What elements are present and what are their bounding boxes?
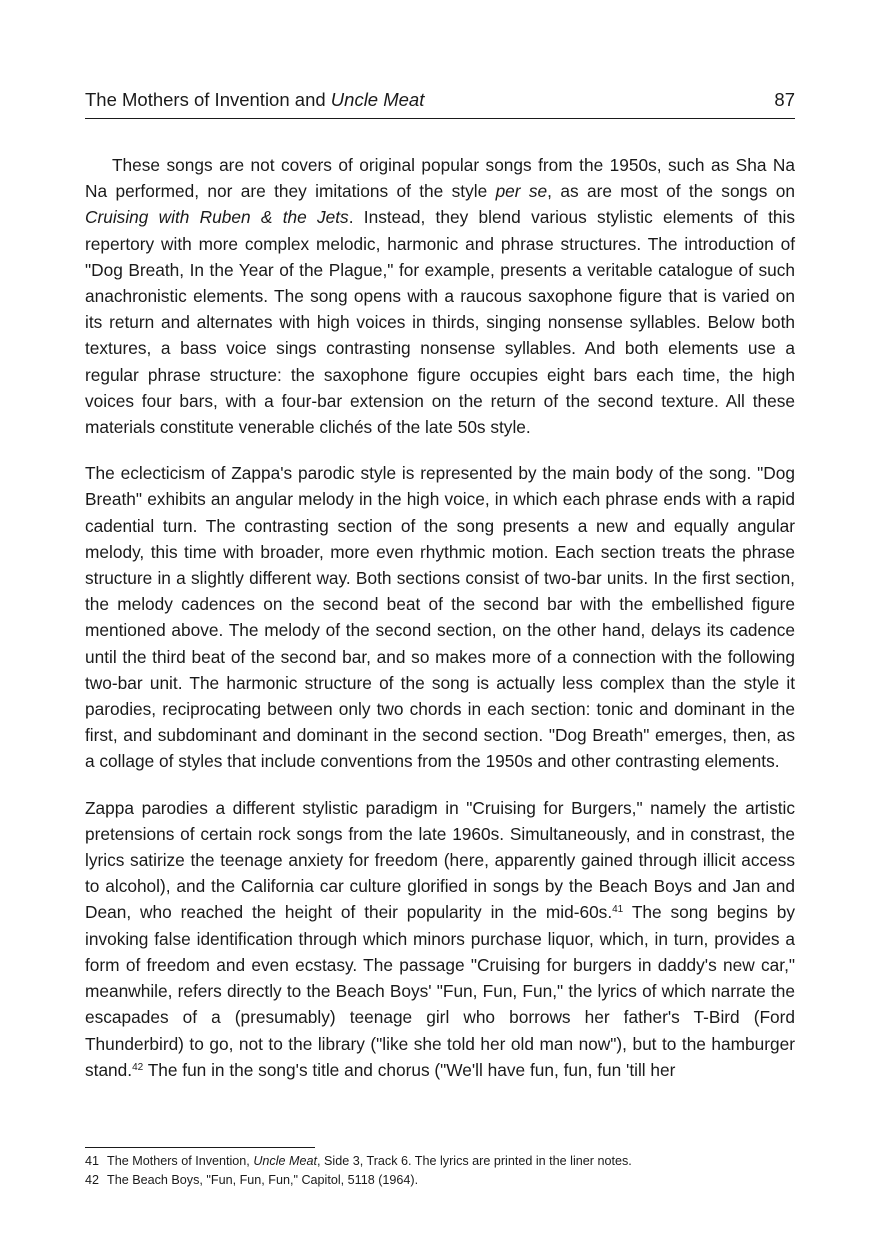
paragraph-1-text: , as are most of the songs on: [547, 181, 796, 202]
footnotes: [85, 1152, 795, 1190]
paragraph-1-italic-per-se: per se: [495, 181, 548, 202]
running-header: [85, 86, 795, 114]
paragraph-3-text: The fun in the song's title and chorus ("We'll have fun, fun, fun 'till her: [143, 1059, 676, 1080]
running-header-title: [85, 86, 424, 114]
footnote-ref-41[interactable]: 41: [612, 904, 624, 916]
footnote-italic: Uncle Meat: [253, 1154, 318, 1168]
paragraph-3-text: Zappa parodies a different stylistic paradigm in "Cruising for Burgers," namely the artistic pretensions of certain rock songs from the late 1960s. Simultaneously, and in constrast, the lyrics satirize the teenage anxiety for freedom (here, apparently gained through illicit access to alcohol), and the California car culture glorified in songs by the Beach Boys and Jan and Dean, who reached the height of their popularity in the mid-60s.: [85, 797, 795, 923]
paragraph-2: The eclecticism of Zappa's parodic style is represented by the main body of the song. "Dog Breath" exhibits an angular melody in the high voice, in which each phrase ends with a rapid cadential turn. The contrasting section of the song presents a new and equally angular melody, this time with broader, more even rhythmic motion. Each section treats the phrase structure in a slightly different way. Both sections consist of two-bar units. In the first section, the melody cadences on the second beat of the second bar with the embellished figure mentioned above. The melody of the second section, on the other hand, delays its cadence until the third beat of the second bar, and so makes more of a connection with the following two-bar unit. The harmonic structure of the song is actually less complex than the style it parodies, reciprocating between only two chords in each section: tonic and dominant in the first, and subdominant and dominant in the second section. "Dog Breath" emerges, then, as a collage of styles that include conventions from the 1950s and other contrasting elements.: [85, 463, 795, 772]
footnote-rule: [85, 1147, 315, 1148]
footnote-text: The Beach Boys, "Fun, Fun, Fun," Capitol, 5118 (1964).: [107, 1173, 419, 1187]
footnote-text: , Side 3, Track 6. The lyrics are printed in the liner notes.: [317, 1154, 632, 1168]
footnote-number: 41: [85, 1154, 100, 1168]
paragraph-1-italic-album: Cruising with Ruben & the Jets: [85, 207, 349, 228]
footnote-42: [85, 1171, 795, 1190]
paragraph-1-text: . Instead, they blend various stylistic elements of this repertory with more complex melodic, harmonic and phrase structures. The introduction of "Dog Breath, In the Year of the Plague," for example, presents a veritable catalogue of such anachronistic elements. The song opens with a raucous saxophone figure that is varied on its return and alternates with high voices in thirds, singing nonsense syllables. Below both textures, a bass voice sings contrasting nonsense syllables. And both elements use a regular phrase structure: the saxophone figure occupies eight bars each time, the high voices four bars, with a four-bar extension on the return of the second texture. All these materials constitute venerable clichés of the late 50s style.: [85, 207, 796, 438]
header-title-text: The Mothers of Invention and: [85, 89, 331, 110]
paragraph-3-text: The song begins by invoking false identification through which minors purchase liquor, which, in turn, provides a form of freedom and even ecstasy. The passage "Cruising for burgers in daddy's new car," meanwhile, refers directly to the Beach Boys' "Fun, Fun, Fun," the lyrics of which narrate the escapades of a (presumably) teenage girl who borrows her father's T-Bird (Ford Thunderbird) to go, not to the library ("like she told her old man now"), but to the hamburger stand.: [85, 902, 795, 1080]
header-rule: [85, 118, 795, 119]
page-number: 87: [774, 89, 795, 110]
paragraph-1: [85, 152, 795, 440]
footnote-text: The Mothers of Invention,: [107, 1154, 254, 1168]
body-text: [85, 152, 795, 1083]
footnote-ref-42[interactable]: 42: [132, 1061, 144, 1073]
paragraph-3: [85, 795, 795, 1083]
paragraph-1-text: These songs are not covers of original popular songs from the 1950s, such as Sha Na Na performed, nor are they imitations of the style: [85, 155, 795, 202]
header-title-italic: Uncle Meat: [330, 89, 425, 110]
footnote-number: 42: [85, 1173, 100, 1187]
footnote-41: [85, 1152, 795, 1171]
